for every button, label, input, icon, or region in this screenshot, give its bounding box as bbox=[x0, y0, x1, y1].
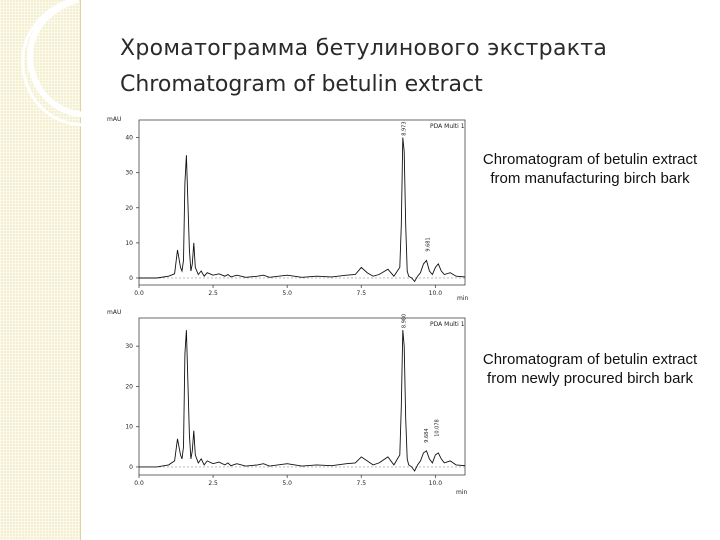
x-tick-label: 0.0 bbox=[134, 480, 144, 487]
chromatogram-trace bbox=[139, 330, 465, 471]
y-tick-label: 40 bbox=[125, 134, 133, 142]
y-tick-label: 30 bbox=[125, 169, 133, 177]
legend-label: PDA Multi 1 bbox=[430, 123, 465, 130]
peak-label: 9.684 bbox=[423, 428, 430, 443]
y-axis-unit-label: mAU bbox=[107, 116, 122, 123]
x-tick-label: 5.0 bbox=[282, 480, 292, 487]
peak-label: 8.973 bbox=[401, 121, 408, 136]
x-tick-label: 10.0 bbox=[428, 290, 443, 297]
y-tick-label: 20 bbox=[125, 204, 133, 212]
x-tick-label: 7.5 bbox=[356, 290, 367, 297]
peak-label: 9.681 bbox=[425, 237, 432, 252]
x-tick-label: 5.0 bbox=[282, 290, 292, 297]
peak-label: 10.078 bbox=[434, 419, 441, 437]
legend-label: PDA Multi 1 bbox=[430, 321, 465, 328]
y-tick-label: 30 bbox=[125, 343, 133, 351]
x-axis-unit-label: min bbox=[456, 489, 468, 496]
peak-label: 8.980 bbox=[401, 313, 408, 329]
y-tick-label: 10 bbox=[125, 423, 133, 431]
y-axis-unit-label: mAU bbox=[107, 309, 122, 316]
x-tick-label: 10.0 bbox=[428, 480, 443, 487]
y-tick-label: 0 bbox=[129, 463, 133, 471]
x-tick-label: 2.5 bbox=[208, 480, 218, 487]
slide-title-russian: Хроматограмма бетулинового экстракта bbox=[120, 36, 608, 61]
x-axis-unit-label: min bbox=[457, 295, 469, 302]
chart-2-caption: Chromatogram of betulin extract from newly procured birch bark bbox=[482, 351, 698, 387]
slide-title-english: Chromatogram of betulin extract bbox=[120, 72, 483, 97]
y-tick-label: 20 bbox=[125, 383, 133, 391]
y-tick-label: 0 bbox=[129, 274, 133, 282]
x-tick-label: 7.5 bbox=[356, 480, 367, 487]
chart-1-caption: Chromatogram of betulin extract from manufacturing birch bark bbox=[482, 151, 698, 187]
x-tick-label: 0.0 bbox=[134, 290, 144, 297]
x-tick-label: 2.5 bbox=[208, 290, 218, 297]
y-tick-label: 10 bbox=[125, 239, 133, 247]
